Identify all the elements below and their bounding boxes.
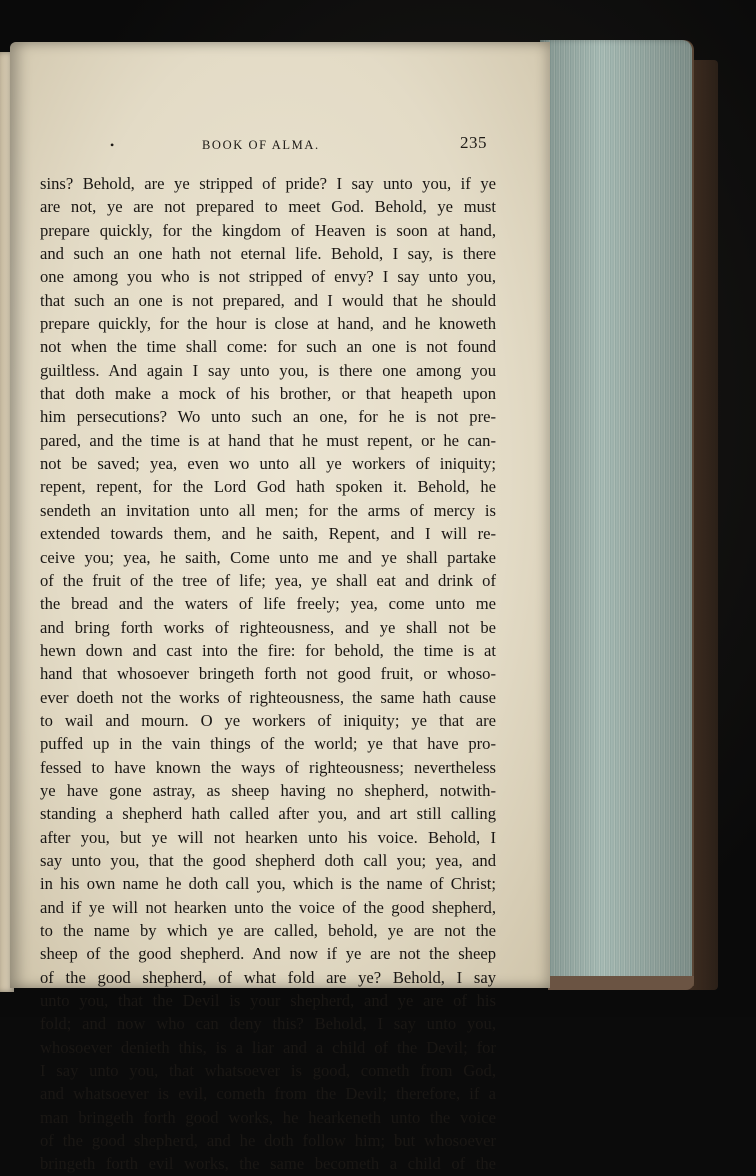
text-line: of the fruit of the tree of life; yea, ye shall eat and drink of xyxy=(40,570,496,590)
text-line: that such an one is not prepared, and I would that he should xyxy=(40,290,496,310)
text-line: fold; and now who can deny this? Behold, I say unto you, xyxy=(40,1014,496,1034)
text-line: and such an one hath not eternal life. Behold, I say, is there xyxy=(40,244,496,264)
text-line: extended towards them, and he saith, Repent, and I will re- xyxy=(40,524,496,544)
text-line: that doth make a mock of his brother, or that heapeth upon xyxy=(40,384,496,404)
running-head-title: BOOK OF ALMA. xyxy=(202,138,320,152)
text-line: are not, ye are not prepared to meet God. Behold, ye must xyxy=(40,197,496,217)
text-line: the bread and the waters of life freely; yea, come unto me xyxy=(40,594,496,614)
text-line: not when the time shall come: for such an one is not found xyxy=(40,337,496,357)
text-line: sins? Behold, are ye stripped of pride? I say unto you, if ye xyxy=(40,174,496,193)
text-line: unto you, that the Devil is your shepherd, and ye are of his xyxy=(40,991,496,1011)
text-line: ye have gone astray, as sheep having no shepherd, notwith- xyxy=(40,780,496,800)
text-line: of the good shepherd, of what fold are ye? Behold, I say xyxy=(40,967,496,987)
text-line: puffed up in the vain things of the world; ye that have pro- xyxy=(40,734,496,754)
printer-mark: • xyxy=(110,138,116,152)
text-line: after you, but ye will not hearken unto his voice. Behold, I xyxy=(40,827,496,847)
text-line: in his own name he doth call you, which is the name of Christ; xyxy=(40,874,496,894)
text-line: to the name by which ye are called, behold, ye are not the xyxy=(40,921,496,940)
book-page xyxy=(10,42,550,1174)
text-line: and if ye will not hearken unto the voice of the good shepherd, xyxy=(40,897,496,917)
text-line: pared, and the time is at hand that he must repent, or he can- xyxy=(40,430,496,450)
text-line: repent, repent, for the Lord God hath spoken it. Behold, he xyxy=(40,477,496,497)
text-line: I say unto you, that whatsoever is good, cometh from God, xyxy=(40,1061,496,1081)
body-text xyxy=(40,172,496,1176)
text-line: sendeth an invitation unto all men; for the arms of mercy is xyxy=(40,500,496,520)
book-bottom-edge xyxy=(548,976,694,990)
text-line: bringeth forth evil works, the same becometh a child of the xyxy=(40,1154,496,1174)
text-line: prepare quickly, for the hour is close at hand, and he knoweth xyxy=(40,314,496,334)
text-line: standing a shepherd hath called after you, and art still calling xyxy=(40,804,496,824)
page-number: 235 xyxy=(460,133,487,152)
text-line: hewn down and cast into the fire: for behold, the time is at xyxy=(40,640,496,660)
text-line: to wail and mourn. O ye workers of iniquity; ye that are xyxy=(40,710,496,730)
text-line: hand that whosoever bringeth forth not good fruit, or whoso- xyxy=(40,664,496,684)
text-line: guiltless. And again I say unto you, is there one among you xyxy=(40,360,496,380)
text-line: ever doeth not the works of righteousness, the same hath cause xyxy=(40,687,496,707)
page-block-shading xyxy=(540,40,692,986)
text-line: whosoever denieth this, is a liar and a child of the Devil; for xyxy=(40,1037,496,1057)
text-line: and bring forth works of righteousness, and ye shall not be xyxy=(40,617,496,637)
text-line: of the good shepherd, and he doth follow him; but whosoever xyxy=(40,1131,496,1151)
text-line: man bringeth forth good works, he hearkeneth unto the voice xyxy=(40,1107,496,1127)
text-line: him persecutions? Wo unto such an one, for he is not pre- xyxy=(40,407,496,427)
text-line: prepare quickly, for the kingdom of Heaven is soon at hand, xyxy=(40,220,496,240)
text-line: not be saved; yea, even wo unto all ye workers of iniquity; xyxy=(40,454,496,474)
text-line: fessed to have known the ways of righteousness; nevertheless xyxy=(40,757,496,777)
text-line: ceive you; yea, he saith, Come unto me and ye shall partake xyxy=(40,547,496,567)
text-line: sheep of the good shepherd. And now if ye are not the sheep xyxy=(40,944,496,964)
text-line: and whatsoever is evil, cometh from the Devil; therefore, if a xyxy=(40,1084,496,1104)
text-line: say unto you, that the good shepherd doth call you; yea, and xyxy=(40,850,496,870)
text-line: one among you who is not stripped of envy? I say unto you, xyxy=(40,267,496,287)
